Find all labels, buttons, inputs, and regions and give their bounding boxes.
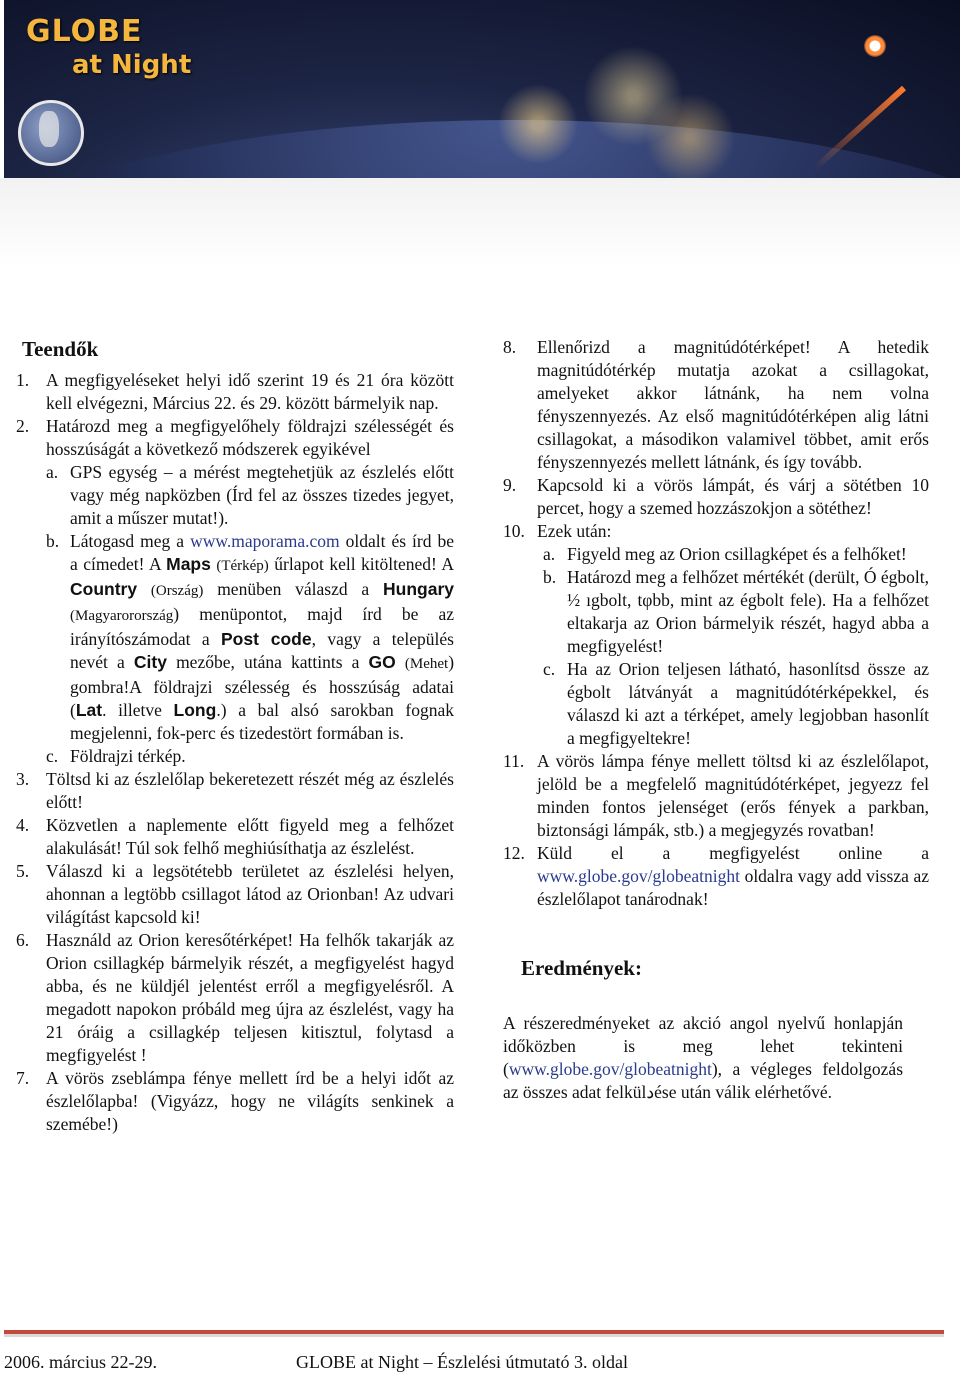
- results-text: A részeredményeket az akció angol nyelvű honlapján időközben is meg lehet tekinteni (www.globe.gov/globeatnight), a végleges feldolgozás az összes adat felkülدése után válik elérhetővé.: [503, 1013, 903, 1102]
- header-banner: [4, 0, 960, 178]
- banner-fade: [0, 178, 960, 268]
- list-item: 11. A vörös lámpa fénye mellett töltsd ki az észlelőlapot, jelöld be a megfelelő magnitúdótérképet, jegyezz fel minden fontos jelenséget (erős fények a parkban, biztonsági lámpák, stb.) a megjegyzés rovatban!: [503, 751, 929, 840]
- postcode-term: Post code: [220, 629, 312, 649]
- list-item: 9. Kapcsold ki a vörös lámpát, és várj a sötétben 10 percet, hogy a szemed hozzászokjon a sötéthez!: [503, 475, 929, 518]
- city-term: City: [133, 652, 167, 672]
- list-item: 12. Küld el a megfigyelést online a www.globe.gov/globeatnight oldalra vagy add vissza az észlelőlapot tanárodnak!: [503, 843, 929, 909]
- logo-at-night: at Night: [72, 50, 192, 80]
- list-item: 6. Használd az Orion keresőtérképet! Ha felhők takarják az Orion csillagkép bármelyik részét, a megfigyelést hagyd abba, és ne küldjél jelentést erről a megfigyelésről. A megadott napokon próbáld meg újra az észlelést, vagy ha 21 óráig a csillagkép teljesen kitisztul, folytasd a megfigyelést !: [16, 930, 454, 1065]
- footer-divider-shadow: [4, 1334, 944, 1337]
- sub-item: a. Figyeld meg az Orion csillagképet és a felhőket!: [543, 544, 907, 564]
- maps-term: Maps: [166, 554, 211, 574]
- sub-item: b. Határozd meg a felhőzet mértékét (derült, Ó égbolt, ½ ıgbolt, tφbb, mint az égbolt fele). Ha a felhőzet eltakarja az Orion bármelyik részét, hagyd abba a megfigyelést!: [543, 567, 929, 656]
- city-lights: [424, 40, 804, 178]
- country-term: Country: [70, 579, 138, 599]
- tasks-title: Teendők: [22, 337, 99, 361]
- star-icon: [864, 35, 886, 57]
- globe-results-link[interactable]: www.globe.gov/globeatnight: [508, 1059, 712, 1079]
- footer-title: GLOBE at Night – Észlelési útmutató 3. oldal: [296, 1352, 628, 1372]
- long-term: Long: [173, 700, 217, 720]
- globe-link[interactable]: www.globe.gov/globeatnight: [537, 866, 741, 886]
- right-column: [503, 336, 929, 1104]
- hungary-term: Hungary: [383, 579, 454, 599]
- go-term: GO: [368, 652, 396, 672]
- list-item: 4. Közvetlen a naplemente előtt figyeld meg a felhőzet alakulását! Túl sok felhő meghiúsíthatja az észlelést.: [16, 815, 454, 858]
- globe-logo-icon: [18, 100, 84, 166]
- sub-item: c. Ha az Orion teljesen látható, hasonlítsd össze az égbolt látványát a magnitúdótérképekkel, és válaszd ki azt a térképet, amely legjobban hasonlít a megfigyeltekre!: [543, 659, 929, 748]
- sub-item-gps: a. GPS egység – a mérést megtehetjük az észlelés előtt vagy még napközben (Írd fel az összes tizedes jegyet, amit a műszer mutat!).: [46, 462, 454, 528]
- sub-item-maporama: b. Látogasd meg a www.maporama.com oldalt és írd be a címedet! A Maps (Térkép) űrlapot kell kitöltened! A Country (Ország) menüben válaszd a Hungary (Magyarorország) menüpontot, majd írd be az irányítószámodat a Post code, vagy a település nevét a City mezőbe, utána kattints a GO (Mehet) gombra!A földrajzi szélesség és hosszúság adatai (Lat. illetve Long.) a bal alsó sarokban fognak megjelenni, fok-perc és tizedestört formában is.: [46, 531, 455, 743]
- list-item: 7. A vörös zseblámpa fénye mellett írd be a helyi időt az észlelőlapba! (Vigyázz, hogy ne világíts senkinek a szemébe!): [16, 1068, 454, 1134]
- results-title: Eredmények:: [521, 956, 642, 980]
- list-item: 1. A megfigyeléseket helyi idő szerint 19 és 21 óra között kell elvégezni, Március 22. és 29. között bármelyik nap.: [16, 370, 454, 413]
- list-item: 5. Válaszd ki a legsötétebb területet az észlelési helyen, ahonnan a legtöbb csillagot látod az Orionban! Az udvari világítást kapcsold ki!: [16, 861, 454, 927]
- list-item: 10. Ezek után:: [503, 521, 612, 541]
- logo-globe: GLOBE: [26, 14, 143, 49]
- maporama-link[interactable]: www.maporama.com: [190, 531, 340, 551]
- sub-item-map: c. Földrajzi térkép.: [46, 746, 186, 766]
- list-item: 2. Határozd meg a megfigyelőhely földrajzi szélességét és hosszúságát a következő módszerek egyikével: [16, 416, 454, 459]
- left-column: [16, 336, 454, 1136]
- footer-date: 2006. március 22-29.: [4, 1352, 157, 1372]
- list-item: 3. Töltsd ki az észlelőlap bekeretezett részét még az észlelés előtt!: [16, 769, 454, 812]
- list-item: 8. Ellenőrizd a magnitúdótérképet! A hetedik magnitúdótérkép mutatja azokat a csillagokat, amelyeket akkor látnánk, ha nem volna fényszennyezés. Az első magnitúdótérképen alig látni csillagokat, a másodikon valamivel többet, amit erős fényszennyezés mellett látnánk, és így tovább.: [503, 337, 929, 472]
- lat-term: Lat: [75, 700, 103, 720]
